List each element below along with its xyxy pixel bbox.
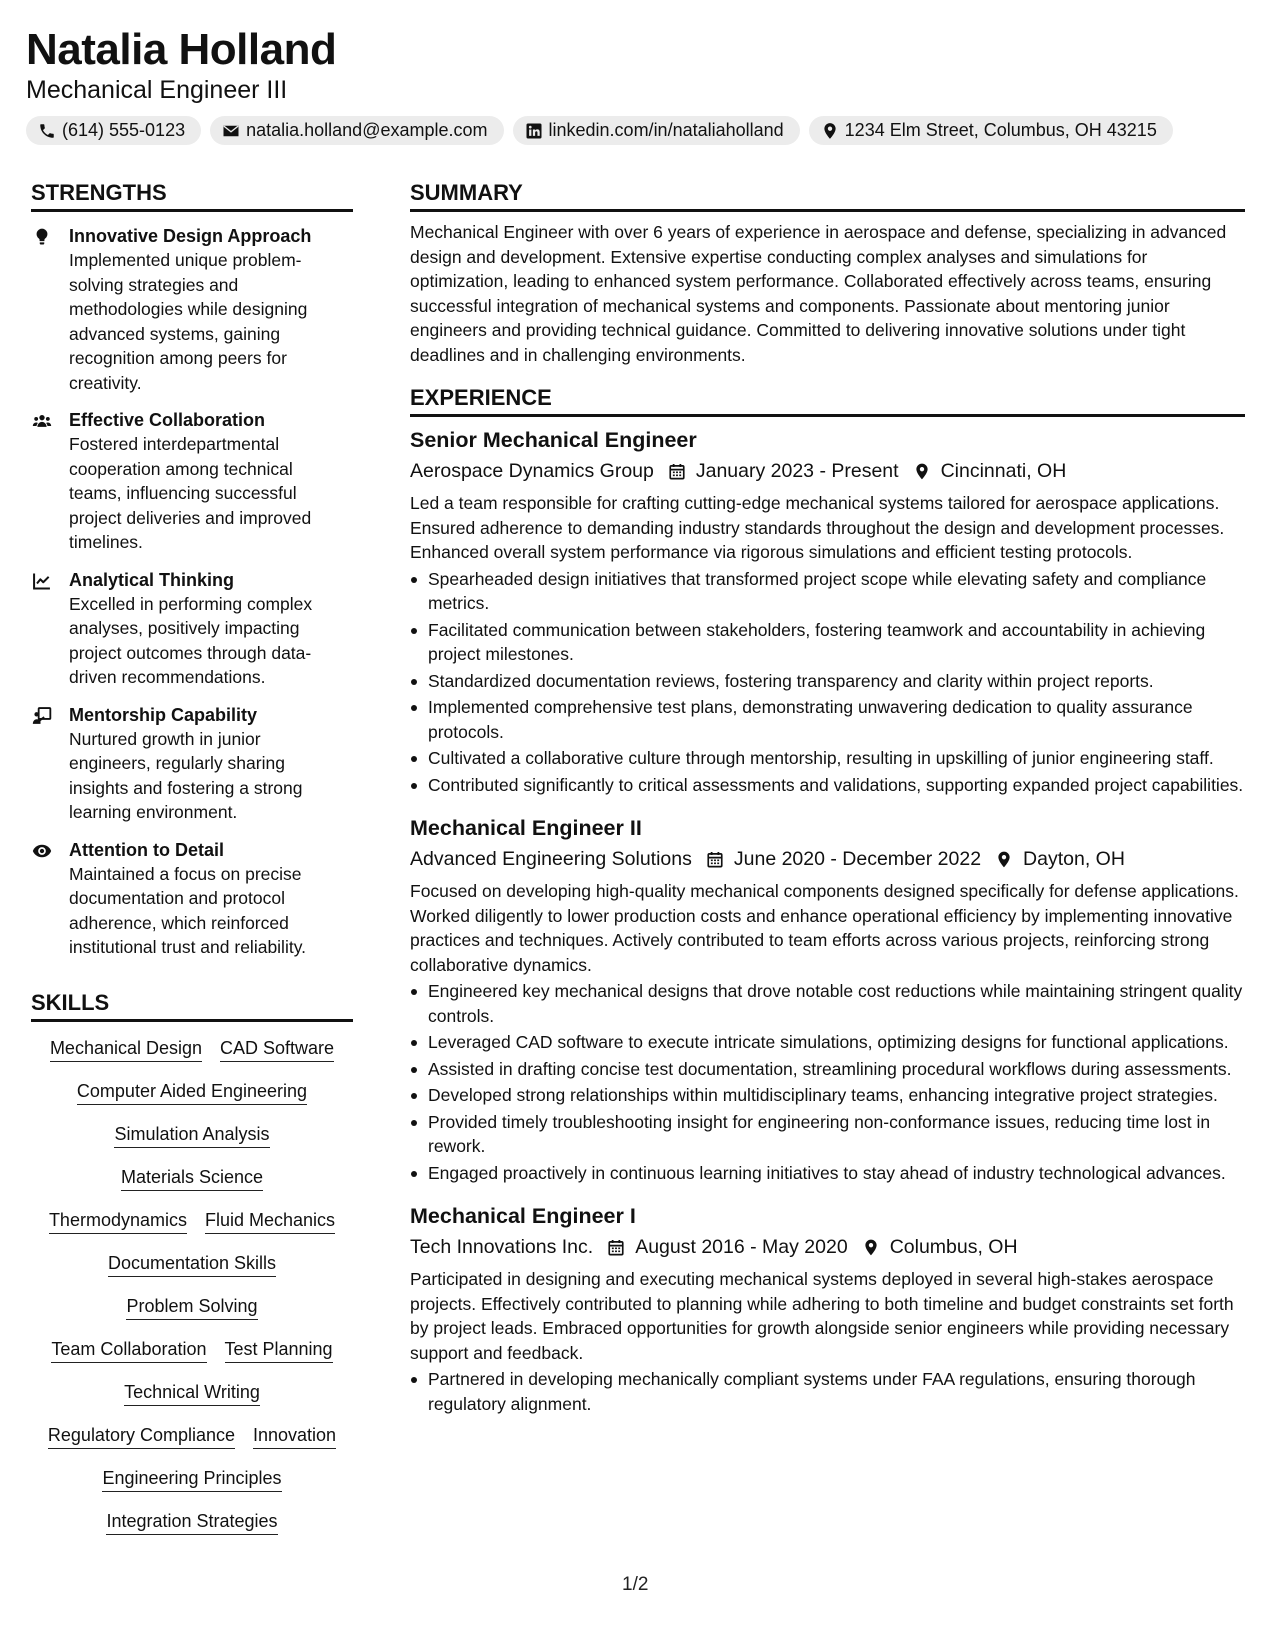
strength-item: [31, 838, 353, 960]
strength-text: Fostered interdepartmental cooperation among technical teams, influencing successful project deliveries and improved timelines.: [69, 434, 312, 552]
job-entry: [410, 425, 1245, 797]
skill-row: [106, 1509, 277, 1535]
skill-tag: Problem Solving: [126, 1294, 257, 1320]
calendar-icon: [607, 1238, 625, 1257]
job-bullet: Developed strong relationships within multidisciplinary teams, enhancing integrative project strategies.: [410, 1083, 1245, 1108]
skill-row: [51, 1337, 332, 1363]
contact-bar: [26, 116, 1246, 145]
skill-row: [126, 1294, 257, 1320]
job-company: Tech Innovations Inc.: [410, 1236, 594, 1258]
envelope-icon: [222, 122, 240, 140]
skill-tag: Engineering Principles: [102, 1466, 281, 1492]
job-description: Focused on developing high-quality mechanical components designed specifically for defense applications. Worked diligently to lower production costs and enhance operational efficiency by implementing innovative practices and techniques. Actively contributed to team efforts across various projects, reinforcing strong collaborative dynamics.: [410, 881, 1239, 975]
strength-title: Analytical Thinking: [69, 569, 235, 590]
strengths-list: [31, 224, 353, 960]
strength-text: Maintained a focus on precise documentation and protocol adherence, which reinforced institutional trust and reliability.: [69, 863, 307, 957]
skill-tag: Documentation Skills: [108, 1251, 276, 1277]
candidate-name: Natalia Holland: [26, 25, 337, 74]
job-title: Mechanical Engineer I: [410, 1204, 636, 1228]
linkedin-text: linkedin.com/in/nataliaholland: [548, 120, 784, 140]
skill-row: [50, 1036, 334, 1062]
job-bullets: [410, 979, 1245, 1185]
job-bullet: Implemented comprehensive test plans, demonstrating unwavering dedication to quality assurance protocols.: [410, 695, 1245, 744]
strength-item: [31, 224, 353, 395]
skill-row: [114, 1122, 269, 1148]
job-meta: [410, 844, 1245, 874]
right-column: [410, 178, 1245, 1418]
skill-tag: Simulation Analysis: [114, 1122, 269, 1148]
skill-row: [48, 1423, 336, 1449]
strength-title: Mentorship Capability: [69, 704, 258, 725]
skill-tag: Innovation: [253, 1423, 336, 1449]
job-description: Participated in designing and executing mechanical systems deployed in several high-stakes aerospace projects. Effectively contributed to planning while adhering to both timeline and budget constraints set forth by project leads. Embraced opportunities for growth alongside senior engineers while providing necessary support and feedback.: [410, 1269, 1234, 1363]
job-bullet: Standardized documentation reviews, fostering transparency and clarity within project reports.: [410, 669, 1245, 694]
phone-icon: [38, 122, 56, 140]
strength-item: [31, 408, 353, 555]
strength-title: Innovative Design Approach: [69, 226, 312, 246]
calendar-icon: [668, 462, 686, 481]
summary-heading: SUMMARY: [410, 178, 1245, 212]
strength-text: Excelled in performing complex analyses, positively impacting project outcomes through data-driven recommendations.: [69, 593, 313, 687]
job-description: Led a team responsible for crafting cutting-edge mechanical systems tailored for aerospace applications. Ensured adherence to demanding industry standards throughout the design and development processes. Enhanced overall system performance via rigorous simulations and efficient testing protocols.: [410, 493, 1225, 562]
job-bullet: Assisted in drafting concise test documentation, streamlining procedural workflows during assessments.: [410, 1057, 1245, 1082]
job-location: Columbus, OH: [889, 1236, 1018, 1258]
phone-chip[interactable]: [26, 116, 201, 145]
address-text: 1234 Elm Street, Columbus, OH 43215: [844, 120, 1157, 140]
calendar-icon: [706, 850, 724, 869]
chart-line-icon: [31, 571, 53, 591]
skill-tag: Computer Aided Engineering: [77, 1079, 307, 1105]
skills-heading: SKILLS: [31, 988, 353, 1022]
email-chip[interactable]: [210, 116, 503, 145]
skill-tag: Materials Science: [121, 1165, 263, 1191]
skill-tag: CAD Software: [220, 1036, 334, 1062]
map-pin-icon: [821, 122, 839, 140]
skill-tag: Fluid Mechanics: [205, 1208, 335, 1234]
linkedin-icon: [525, 122, 543, 140]
page-number: 1/2: [622, 1574, 649, 1595]
teacher-icon: [31, 706, 53, 726]
summary-text: Mechanical Engineer with over 6 years of experience in aerospace and defense, specializing in advanced design and development. Extensive expertise conducting complex analyses and simulations for optimization, leading to enhanced system performance. Collaborated effectively across teams, ensuring successful integration of mechanical systems and components. Passionate about mentoring junior engineers and providing technical guidance. Committed to delivering innovative solutions under tight deadlines and in challenging environments.: [410, 222, 1227, 365]
skill-row: [49, 1208, 335, 1234]
job-bullet: Leveraged CAD software to execute intricate simulations, optimizing designs for functional applications.: [410, 1030, 1245, 1055]
job-company: Advanced Engineering Solutions: [410, 848, 692, 870]
experience-heading: EXPERIENCE: [410, 383, 1245, 417]
strengths-heading: STRENGTHS: [31, 178, 353, 212]
map-pin-icon: [862, 1238, 880, 1257]
job-bullet: Partnered in developing mechanically compliant systems under FAA regulations, ensuring thorough regulatory alignment.: [410, 1367, 1245, 1416]
left-column: [31, 178, 353, 1535]
job-company: Aerospace Dynamics Group: [410, 460, 654, 482]
strength-title: Effective Collaboration: [69, 410, 266, 430]
job-dates: January 2023 - Present: [695, 460, 899, 482]
linkedin-chip[interactable]: [513, 116, 800, 145]
resume-header: [26, 24, 1246, 145]
strength-text: Nurtured growth in junior engineers, regularly sharing insights and fostering a strong learning environment.: [69, 728, 303, 822]
strength-text: Implemented unique problem-solving strategies and methodologies while designing advanced systems, gaining recognition among peers for creativity.: [69, 250, 308, 393]
skill-row: [121, 1165, 263, 1191]
job-dates: August 2016 - May 2020: [635, 1236, 848, 1258]
address-chip: [809, 116, 1173, 145]
eye-icon: [31, 841, 53, 861]
skill-tag: Regulatory Compliance: [48, 1423, 235, 1449]
job-bullet: Contributed significantly to critical assessments and validations, supporting expanded project capabilities.: [410, 773, 1245, 798]
map-pin-icon: [913, 462, 931, 481]
job-bullet: Engaged proactively in continuous learning initiatives to stay ahead of industry technological advances.: [410, 1161, 1245, 1186]
job-entry: [410, 1201, 1245, 1416]
phone-text: (614) 555-0123: [62, 120, 186, 140]
job-bullet: Cultivated a collaborative culture through mentorship, resulting in upskilling of junior engineering staff.: [410, 746, 1245, 771]
job-meta: [410, 456, 1245, 486]
job-bullet: Provided timely troubleshooting insight for engineering non-conformance issues, reducing time lost in rework.: [410, 1110, 1245, 1159]
skills-list: [31, 1036, 353, 1535]
skill-tag: Integration Strategies: [106, 1509, 277, 1535]
candidate-title: Mechanical Engineer III: [26, 76, 288, 104]
skill-tag: Technical Writing: [124, 1380, 260, 1406]
job-bullet: Engineered key mechanical designs that drove notable cost reductions while maintaining stringent quality controls.: [410, 979, 1245, 1028]
job-title: Mechanical Engineer II: [410, 816, 642, 840]
email-text: natalia.holland@example.com: [246, 120, 488, 140]
job-meta: [410, 1232, 1245, 1262]
map-pin-icon: [995, 850, 1013, 869]
lightbulb-icon: [31, 227, 53, 247]
job-bullet: Spearheaded design initiatives that transformed project scope while elevating safety and compliance metrics.: [410, 567, 1245, 616]
strength-title: Attention to Detail: [69, 839, 224, 860]
skill-tag: Test Planning: [225, 1337, 333, 1363]
strength-item: [31, 703, 353, 825]
job-location: Dayton, OH: [1023, 848, 1125, 870]
skill-row: [102, 1466, 281, 1492]
job-entry: [410, 813, 1245, 1185]
job-dates: June 2020 - December 2022: [733, 848, 982, 870]
skill-row: [77, 1079, 307, 1105]
job-bullet: Facilitated communication between stakeholders, fostering teamwork and accountability in achieving project milestones.: [410, 618, 1245, 667]
users-icon: [31, 411, 53, 431]
job-location: Cincinnati, OH: [940, 460, 1067, 482]
strength-item: [31, 568, 353, 690]
skill-row: [108, 1251, 276, 1277]
job-bullets: [410, 567, 1245, 798]
job-bullets: [410, 1367, 1245, 1416]
skill-tag: Mechanical Design: [50, 1036, 202, 1062]
skill-row: [124, 1380, 260, 1406]
skill-tag: Thermodynamics: [49, 1208, 187, 1234]
job-title: Senior Mechanical Engineer: [410, 428, 697, 452]
skill-tag: Team Collaboration: [51, 1337, 206, 1363]
